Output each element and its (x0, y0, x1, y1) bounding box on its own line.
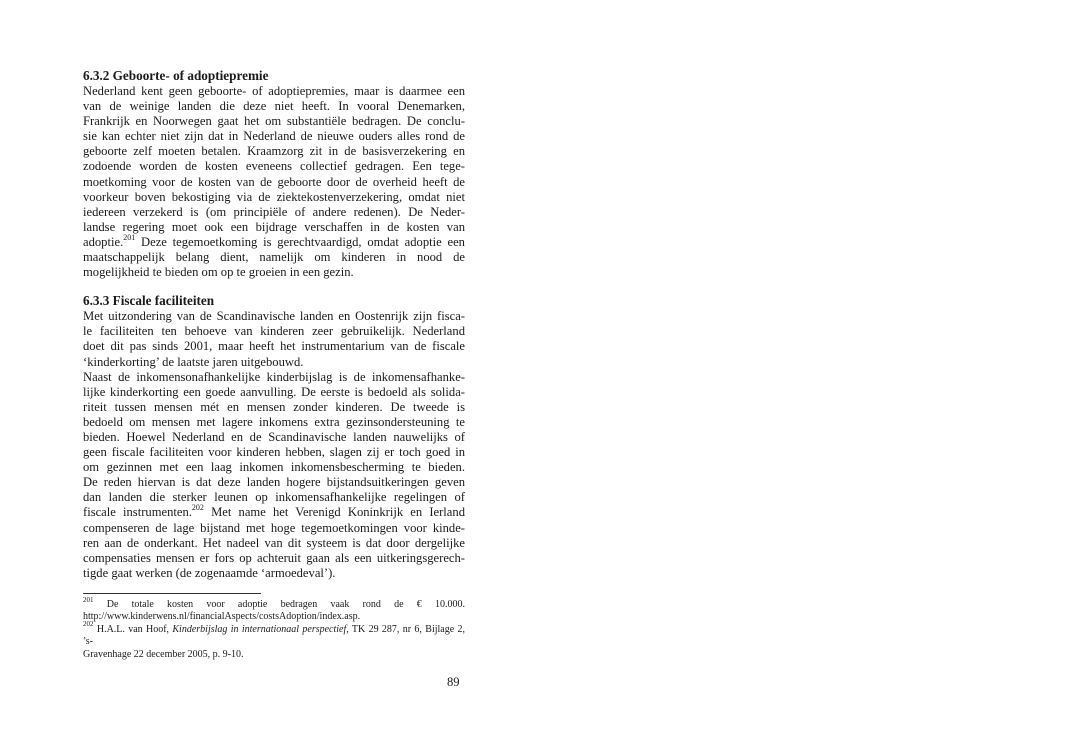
text-line: bedoeld om mensen met lagere inkomens extra gezinsondersteuning te (83, 414, 465, 429)
text-line: iedereen verzekerd is (om principiële of andere redenen). De Neder- (83, 204, 465, 219)
text-line: van de weinige landen die deze niet heeft. In vooral Denemarken, (83, 99, 465, 114)
footnote-divider (83, 593, 261, 594)
footnotes (83, 595, 465, 661)
text-line: Frankrijk en Noorwegen gaat het om substantiële bedragen. De conclu- (83, 114, 465, 129)
text-line: Nederland kent geen geboorte- of adoptiepremies, maar is daarmee een (83, 84, 465, 98)
text-line-with-footnote (83, 232, 465, 250)
text-line: Naast de inkomensonafhankelijke kinderbijslag is de inkomensafhanke- (83, 369, 465, 384)
text-line: lijke kinderkorting een goede aanvulling. De eerste is bedoeld als solida- (83, 384, 465, 399)
text-line: om gezinnen met een laag inkomen inkomensbescherming te bieden. (83, 460, 465, 475)
section-heading-geboortepremie: 6.3.2 Geboorte- of adoptiepremie (83, 68, 269, 83)
footnote-title: Kinderbijslag in internationaal perspectief (172, 623, 347, 635)
footnote-line: Gravenhage 22 december 2005, p. 9-10. (83, 648, 244, 660)
text-line: zodoende worden de kosten eveneens collectief gedragen. Een tege- (83, 159, 465, 174)
text-line: landse regering moet ook een bijdrage verschaffen in de kosten van (83, 219, 465, 234)
footnote-ref-202[interactable]: 202 (191, 503, 204, 513)
text-line-with-footnote (83, 505, 465, 520)
text-line: dan landen die sterker leunen op inkomensafhankelijke regelingen of (83, 490, 465, 505)
text-line: maatschappelijk belang dient, namelijk om kinderen in nood de (83, 250, 465, 265)
page-number: 89 (447, 675, 460, 689)
text-line: riteit tussen mensen mét en mensen zonder kinderen. De tweede is (83, 399, 465, 414)
text-line: voorkeur boven bekostiging via de ziektekostenverzekering, omdat niet (83, 189, 465, 204)
text-line: doet dit pas sinds 2001, maar heeft het instrumentarium van de fiscale (83, 339, 465, 354)
text-line: compenseren de lage bijstand met hoge tegemoetkomingen voor kinde- (83, 520, 465, 535)
text-line: tigde gaat werken (de zogenaamde ‘armoedeval’). (83, 565, 336, 580)
footnote-text: , TK 29 287, nr 6, Bijlage 2, ’s- (83, 623, 465, 648)
paragraph-geboortepremie (83, 84, 465, 280)
footnote-line (83, 620, 465, 649)
paragraph-fiscale-faciliteiten (83, 309, 465, 581)
text-line: compensaties mensen er fors op achteruit gaan als een uitkeringsgerech- (83, 550, 465, 565)
page-content (83, 68, 465, 661)
section-heading-fiscale-faciliteiten: 6.3.3 Fiscale faciliteiten (83, 293, 215, 309)
text-line: De reden hiervan is dat deze landen hogere bijstandsuitkeringen geven (83, 475, 465, 490)
footnote-202 (83, 620, 465, 661)
text-fragment: Deze tegemoetkoming is gerechtvaardigd, omdat adoptie een (141, 234, 465, 249)
footnote-ref-201[interactable]: 201 (123, 232, 136, 242)
footnote-number: 201 (83, 595, 94, 604)
text-line: ren aan de onderkant. Het nadeel van dit systeem is dat door dergelijke (83, 535, 465, 550)
text-line: geen fiscale faciliteiten voor kinderen hebben, slagen zij er toch goed in (83, 445, 465, 460)
footnote-201 (83, 595, 465, 624)
text-line: ‘kinderkorting’ de laatste jaren uitgebouwd. (83, 354, 304, 369)
footnote-text: De totale kosten voor adoptie bedragen vaak rond de € 10.000. (106, 598, 465, 610)
text-line: le faciliteiten ten behoeve van kinderen zeer gebruikelijk. Nederland (83, 324, 465, 339)
text-line: moetkoming voor de kosten van de geboorte door de overheid heeft de (83, 174, 465, 189)
text-fragment: fiscale instrumenten. (83, 505, 192, 520)
text-line: geboorte zelf moeten betalen. Kraamzorg zit in de basisverzekering en (83, 144, 465, 159)
footnote-line (83, 595, 465, 611)
text-fragment: adoptie. (83, 234, 124, 249)
footnote-url[interactable]: http://www.kinderwens.nl/financialAspects/costsAdoption/index.asp. (83, 611, 361, 623)
footnote-text: H.A.L. van Hoof, (96, 623, 173, 635)
text-line: Met uitzondering van de Scandinavische landen en Oostenrijk zijn fisca- (83, 309, 465, 324)
footnote-number: 202 (83, 620, 94, 629)
text-line: bieden. Hoewel Nederland en de Scandinavische landen nauwelijks of (83, 429, 465, 444)
text-line: mogelijkheid te bieden om op te groeien in een gezin. (83, 265, 354, 280)
text-fragment: Met name het Verenigd Koninkrijk en Ierland (211, 505, 465, 520)
text-line: sie kan echter niet zijn dat in Nederland de nieuwe ouders alles rond de (83, 129, 465, 144)
